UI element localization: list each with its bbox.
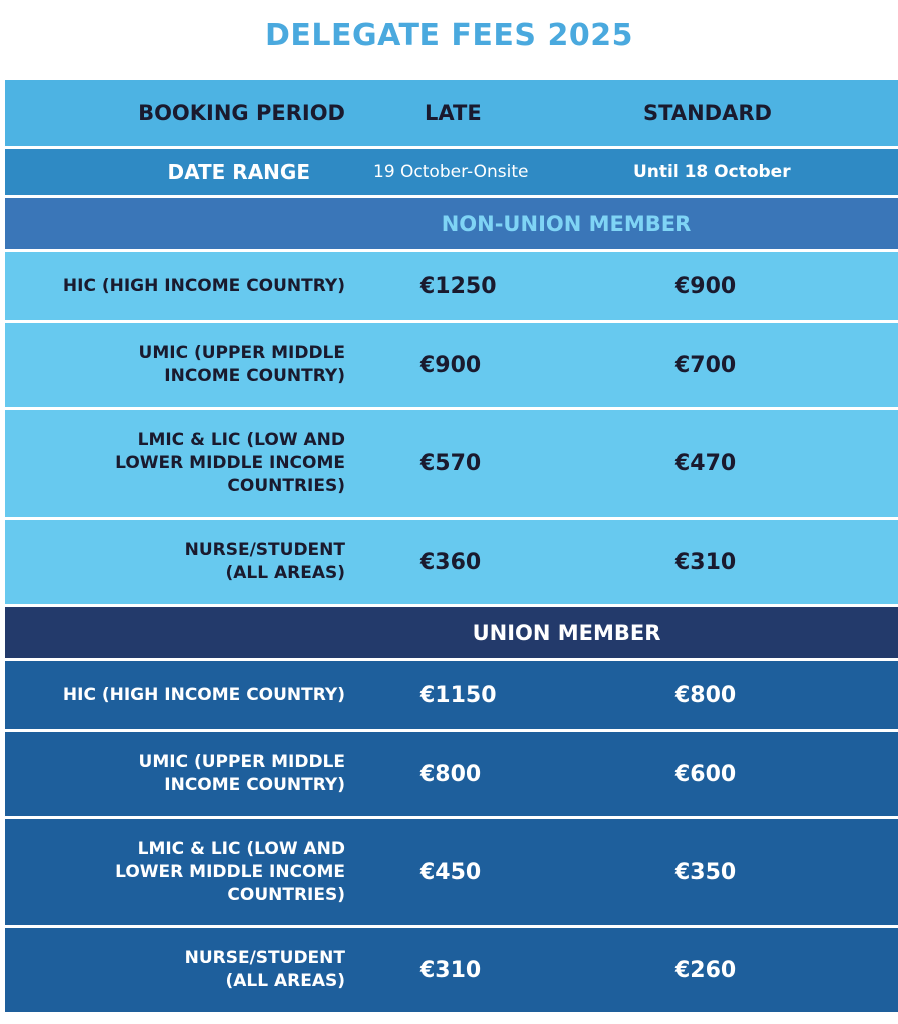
category-label: NURSE/STUDENT (ALL AREAS) <box>184 540 345 583</box>
standard-header: STANDARD <box>643 101 772 125</box>
table-row <box>5 410 898 517</box>
booking-period-header: BOOKING PERIOD <box>138 100 345 125</box>
category-label: LMIC & LIC (LOW AND LOWER MIDDLE INCOME COUNTRIES) <box>115 430 345 496</box>
category-label: UMIC (UPPER MIDDLE INCOME COUNTRY) <box>138 343 345 386</box>
page-title: DELEGATE FEES 2025 <box>265 18 633 53</box>
section-header-union: UNION MEMBER <box>5 607 898 658</box>
category-label: LMIC & LIC (LOW AND LOWER MIDDLE INCOME COUNTRIES) <box>115 838 345 905</box>
category-label: HIC (HIGH INCOME COUNTRY) <box>62 275 345 296</box>
standard-fee: €900 <box>675 273 737 299</box>
date-range-row <box>5 149 898 195</box>
late-fee: €1150 <box>420 682 497 708</box>
standard-fee: €310 <box>675 549 737 575</box>
standard-date-range: Until 18 October <box>633 162 791 182</box>
standard-fee: €260 <box>675 957 737 983</box>
standard-fee: €600 <box>675 761 737 787</box>
category-label: NURSE/STUDENT (ALL AREAS) <box>184 948 345 991</box>
standard-fee: €350 <box>675 859 737 885</box>
section-header-non-union: NON-UNION MEMBER <box>5 198 898 249</box>
table-row <box>5 732 898 816</box>
category-label: UMIC (UPPER MIDDLE INCOME COUNTRY) <box>138 752 345 795</box>
late-fee: €900 <box>420 352 482 378</box>
table-header-row <box>5 80 898 146</box>
table-row <box>5 323 898 407</box>
table-row <box>5 819 898 925</box>
table-row <box>5 661 898 729</box>
standard-fee: €700 <box>675 352 737 378</box>
late-fee: €800 <box>420 761 482 787</box>
late-fee: €360 <box>420 549 482 575</box>
table-row <box>5 928 898 1012</box>
late-fee: €1250 <box>420 273 497 299</box>
standard-fee: €470 <box>675 451 737 476</box>
table-row <box>5 252 898 320</box>
late-fee: €310 <box>420 957 482 983</box>
date-range-label: DATE RANGE <box>167 159 310 184</box>
standard-fee: €800 <box>675 682 737 708</box>
late-fee: €450 <box>420 859 482 885</box>
late-header: LATE <box>425 101 482 125</box>
late-date-range: 19 October-Onsite <box>373 162 529 182</box>
category-label: HIC (HIGH INCOME COUNTRY) <box>62 684 345 705</box>
late-fee: €570 <box>420 451 482 476</box>
table-row <box>5 520 898 604</box>
